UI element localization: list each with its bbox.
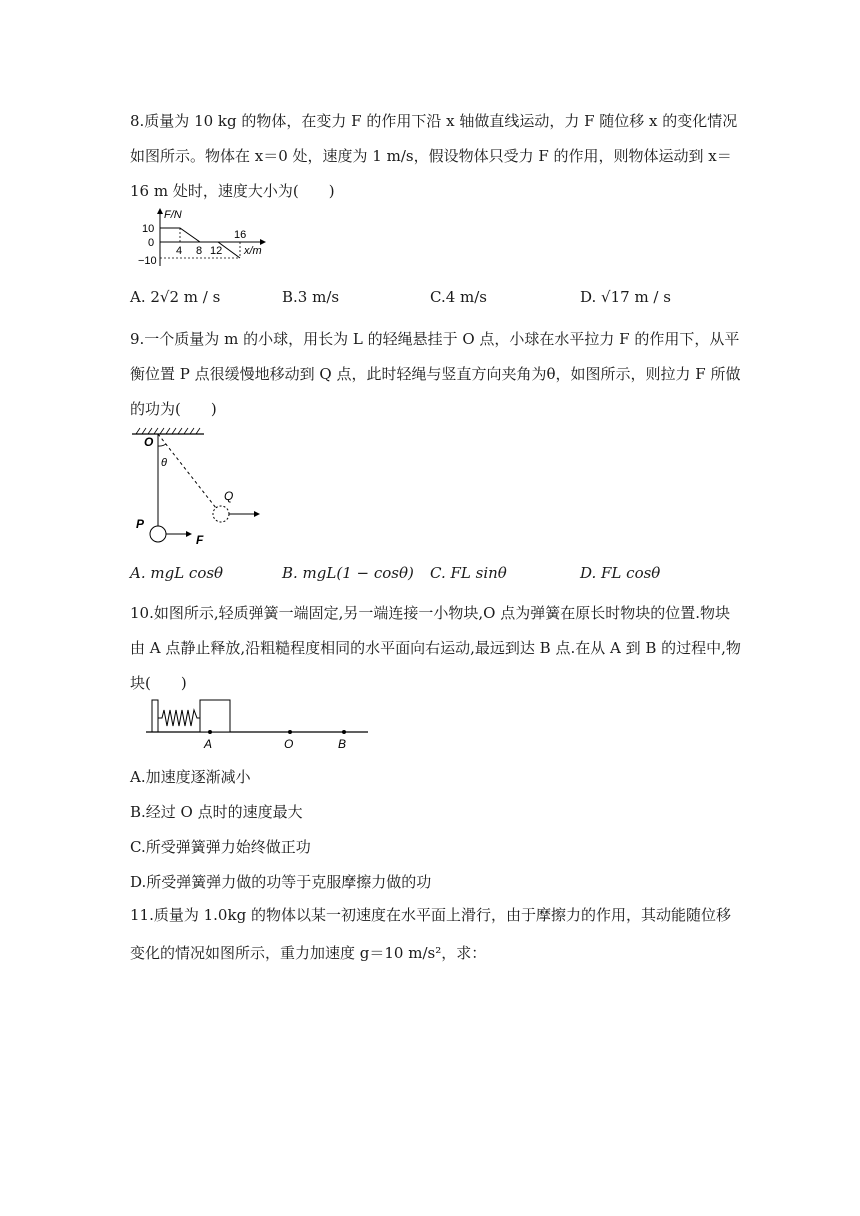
- q10-label-a: A: [204, 737, 213, 751]
- q10-option-b: B.经过 O 点时的速度最大: [130, 803, 303, 821]
- q8-y-tick-neg10: −10: [138, 255, 157, 267]
- q10-spring-block-figure: [144, 694, 372, 752]
- q10-label-o: O: [284, 737, 294, 751]
- q9-label-f: F: [196, 533, 204, 547]
- q8-x-tick-4: 4: [176, 245, 183, 257]
- q9-option-a: A. mgL cosθ: [130, 564, 224, 582]
- q8-option-d: D. √17 m / s: [580, 288, 671, 306]
- q11-stem: 11.质量为 1.0kg 的物体以某一初速度在水平面上滑行，由于摩擦力的作用，其动能随位移变化的情况如图所示，重力加速度 g＝10 m/s²，求：: [130, 906, 731, 962]
- q8-option-b: B.3 m/s: [282, 288, 340, 306]
- q8-option-a: A. 2√2 m / s: [130, 288, 221, 306]
- q10-label-b: B: [338, 737, 347, 751]
- q10-stem: 10.如图所示,轻质弹簧一端固定,另一端连接一小物块,O 点为弹簧在原长时物块的位置.物块由 A 点静止释放,沿粗糙程度相同的水平面向右运动,最远到达 B 点.在从 A 到 B 的过程中,物块( ): [130, 604, 741, 692]
- q10-option-c: C.所受弹簧弹力始终做正功: [130, 838, 311, 856]
- q8-x-tick-16: 16: [234, 229, 247, 241]
- q8-y-axis-label: F/N: [164, 209, 182, 221]
- q8-force-displacement-graph: [138, 208, 278, 270]
- q9-label-q: Q: [224, 489, 234, 503]
- q9-pendulum-figure: [128, 424, 268, 554]
- q9-option-d: D. FL cosθ: [580, 564, 661, 582]
- q8-x-tick-12: 12: [210, 245, 223, 257]
- q8-stem: 8.质量为 10 kg 的物体，在变力 F 的作用下沿 x 轴做直线运动，力 F 随位移 x 的变化情况如图所示。物体在 x＝0 处，速度为 1 m/s，假设物体只受力 F 的作用，则物体运动到 x＝16 m 处时，速度大小为( ): [130, 112, 738, 200]
- q9-option-b: B. mgL(1 − cosθ): [282, 564, 414, 582]
- q9-label-o: O: [144, 435, 154, 449]
- q10-option-a: A.加速度逐渐减小: [130, 768, 251, 786]
- q9-label-theta: θ: [161, 457, 167, 469]
- q9-stem: 9.一个质量为 m 的小球，用长为 L 的轻绳悬挂于 O 点，小球在水平拉力 F 的作用下，从平衡位置 P 点很缓慢地移动到 Q 点，此时轻绳与竖直方向夹角为θ，如图所示，则拉力 F 所做的功为( ): [130, 330, 741, 418]
- q9-label-p: P: [136, 517, 145, 531]
- q8-y-tick-0: 0: [148, 237, 155, 249]
- q8-x-tick-8: 8: [196, 245, 203, 257]
- q8-y-tick-10: 10: [142, 223, 155, 235]
- q8-option-c: C.4 m/s: [430, 288, 487, 306]
- q9-option-c: C. FL sinθ: [430, 564, 507, 582]
- q8-x-axis-label: x/m: [244, 245, 262, 257]
- q10-option-d: D.所受弹簧弹力做的功等于克服摩擦力做的功: [130, 873, 432, 891]
